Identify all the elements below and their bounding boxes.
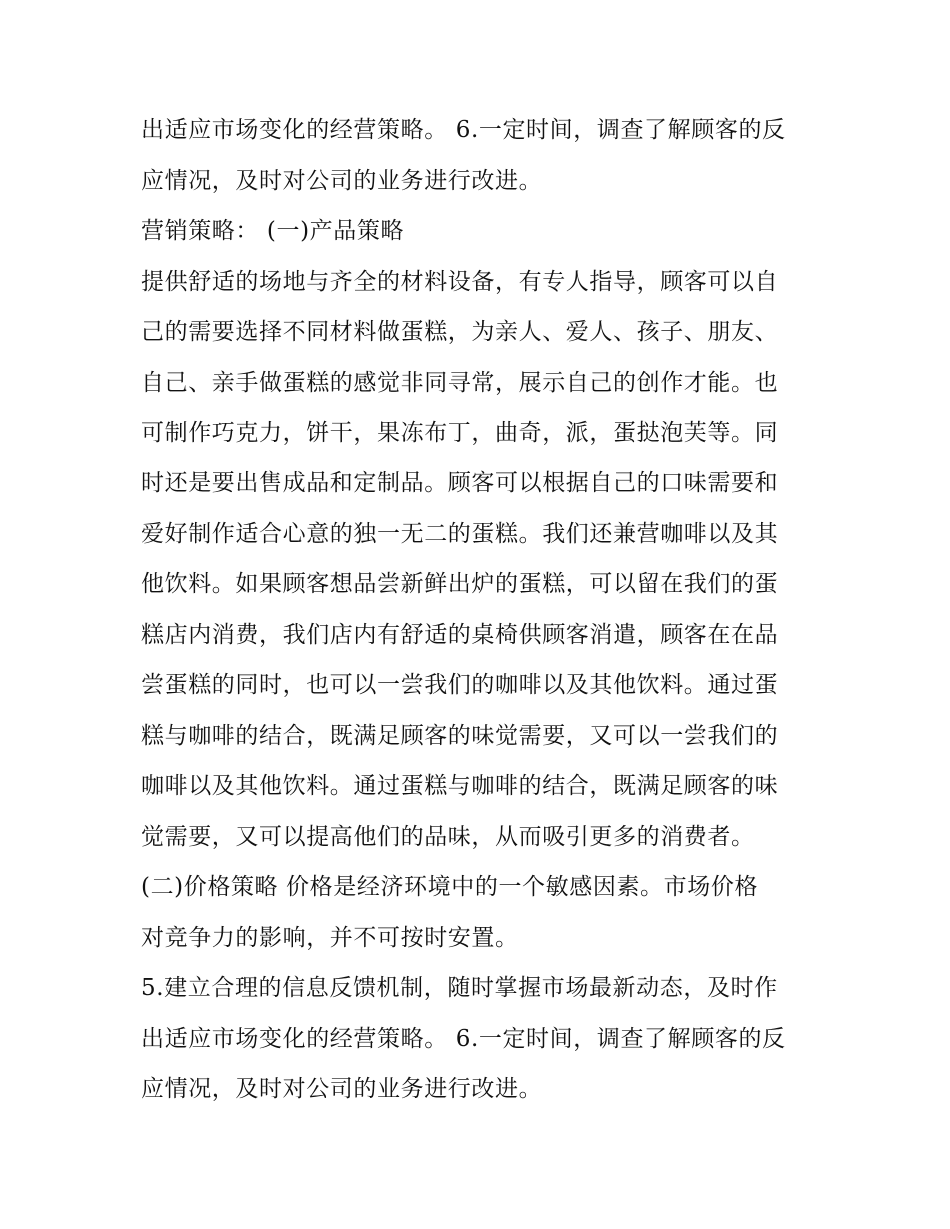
section-heading: 营销策略： (一)产品策略: [141, 218, 405, 244]
text-line: 糕与咖啡的结合，既满足顾客的味觉需要，又可以一尝我们的: [141, 723, 779, 749]
text-line: 出适应市场变化的经营策略。 6.一定时间，调查了解顾客的反: [141, 117, 786, 143]
text-line: 糕店内消费，我们店内有舒适的桌椅供顾客消遣，顾客在在品: [141, 622, 779, 648]
text-line: 尝蛋糕的同时，也可以一尝我们的咖啡以及其他饮料。通过蛋: [141, 672, 779, 698]
text-line: 觉需要，又可以提高他们的品味，从而吸引更多的消费者。: [141, 824, 755, 850]
section-heading: (二)价格策略 价格是经济环境中的一个敏感因素。市场价格: [141, 874, 759, 900]
text-line: 提供舒适的场地与齐全的材料设备，有专人指导，顾客可以自: [141, 269, 779, 295]
text-line: 咖啡以及其他饮料。通过蛋糕与咖啡的结合，既满足顾客的味: [141, 773, 779, 799]
text-line: 己的需要选择不同材料做蛋糕，为亲人、爱人、孩子、朋友、: [141, 319, 779, 345]
text-line: 可制作巧克力，饼干，果冻布丁，曲奇，派，蛋挞泡芙等。同: [141, 420, 779, 446]
text-line: 时还是要出售成品和定制品。顾客可以根据自己的口味需要和: [141, 470, 779, 496]
text-line: 爱好制作适合心意的独一无二的蛋糕。我们还兼营咖啡以及其: [141, 521, 779, 547]
text-line: 5.建立合理的信息反馈机制，随时掌握市场最新动态，及时作: [141, 975, 778, 1001]
text-line: 自己、亲手做蛋糕的感觉非同寻常，展示自己的创作才能。也: [141, 370, 779, 396]
text-line: 出适应市场变化的经营策略。 6.一定时间，调查了解顾客的反: [141, 1026, 786, 1052]
text-line: 对竞争力的影响，并不可按时安置。: [141, 925, 519, 951]
text-line: 应情况，及时对公司的业务进行改进。: [141, 168, 543, 194]
text-line: 他饮料。如果顾客想品尝新鲜出炉的蛋糕，可以留在我们的蛋: [141, 571, 779, 597]
text-line: 应情况，及时对公司的业务进行改进。: [141, 1076, 543, 1102]
